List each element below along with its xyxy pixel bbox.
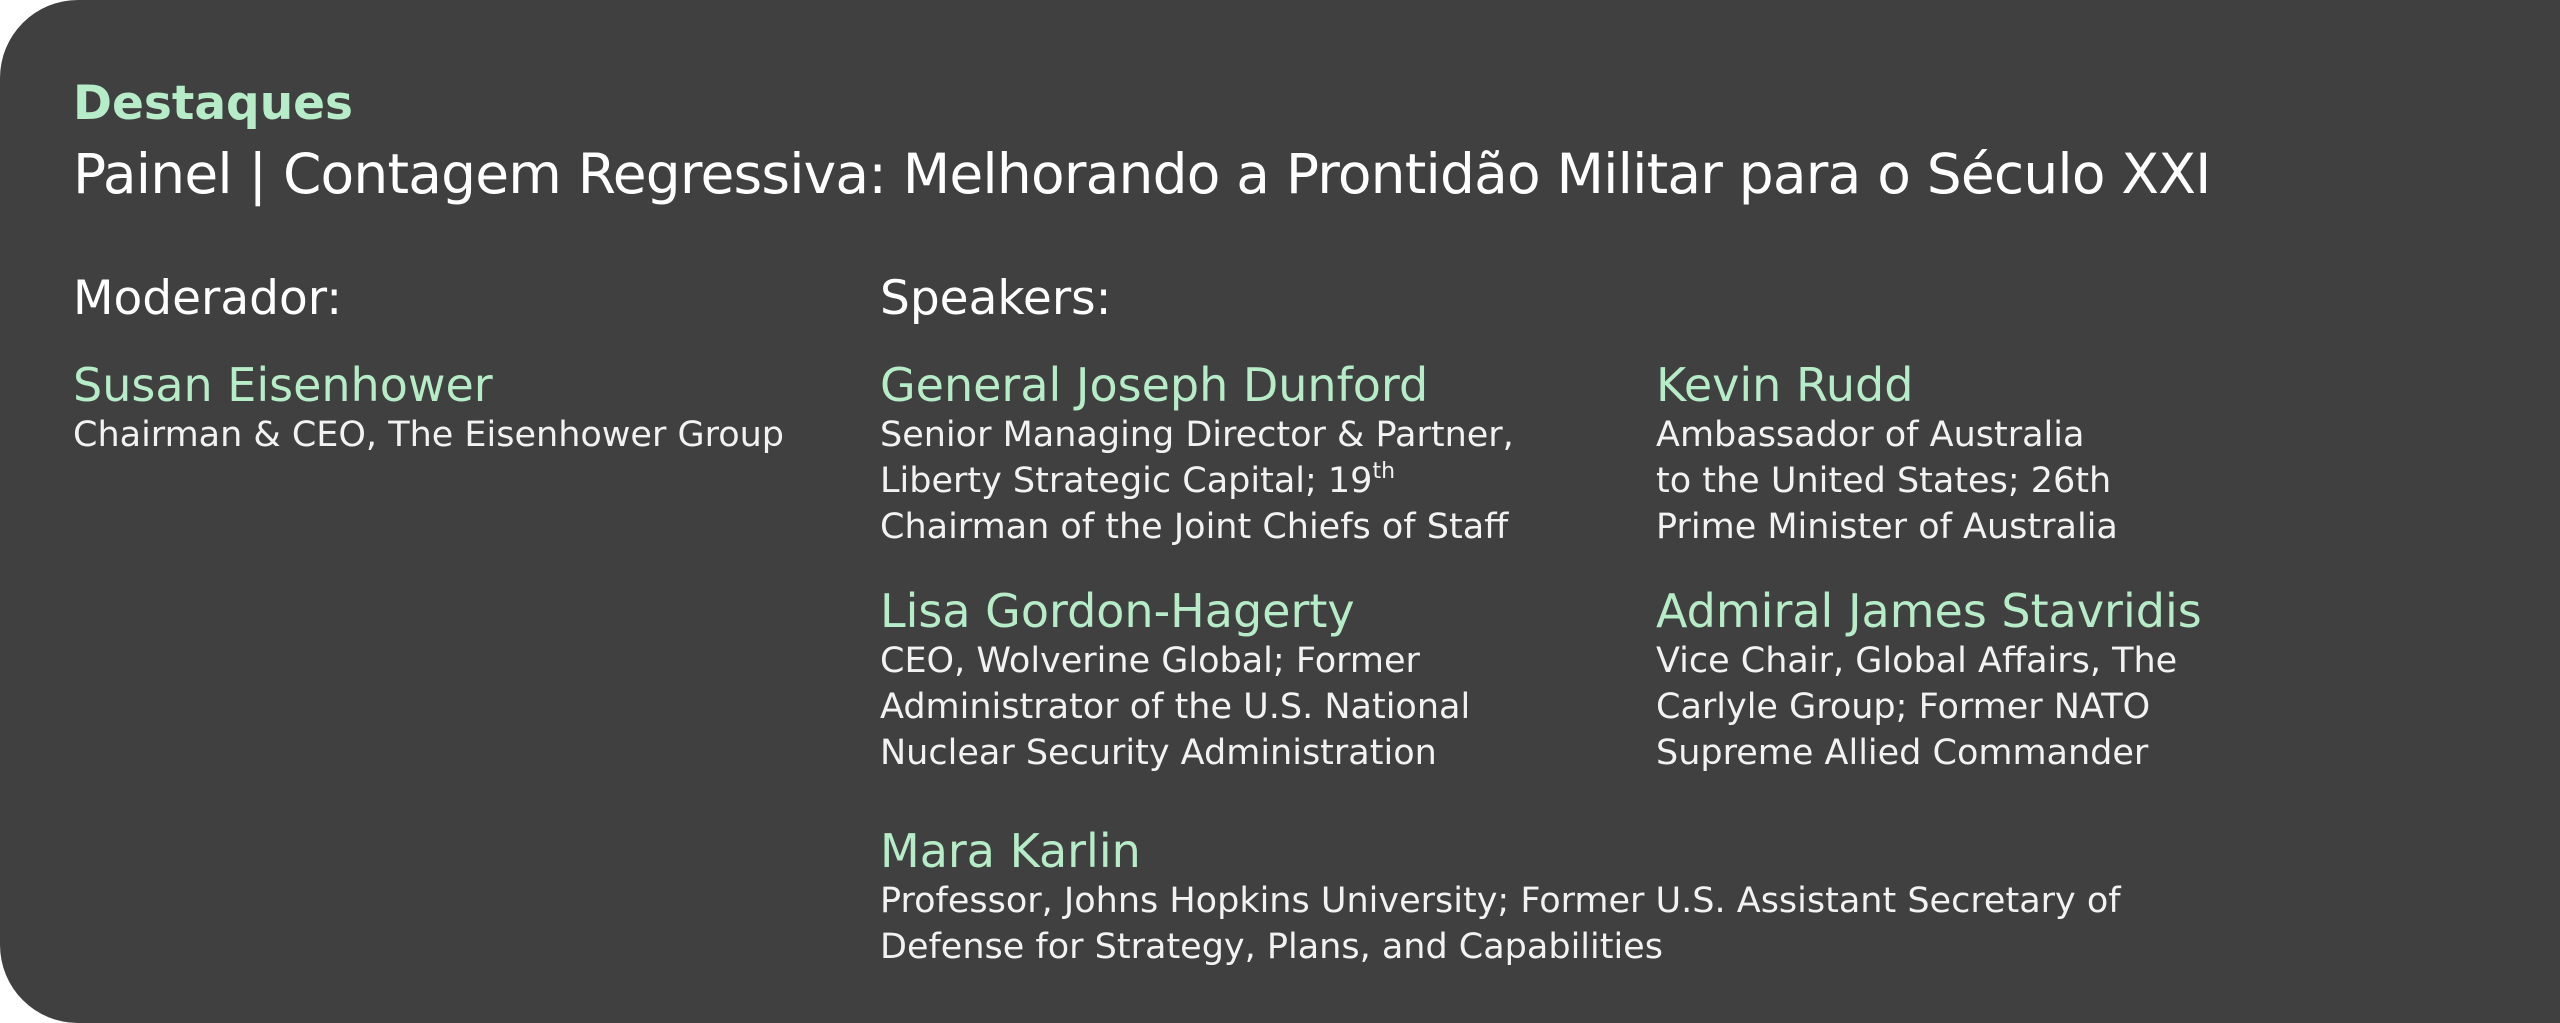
moderator-name: Susan Eisenhower <box>73 358 493 412</box>
speaker-role-line: Vice Chair, Global Affairs, The <box>1656 641 2178 681</box>
speaker-role-line: Professor, Johns Hopkins University; Former U.S. Assistant Secretary of <box>880 881 2121 921</box>
speaker-name: Admiral James Stavridis <box>1656 584 2202 638</box>
speaker-role-line: Chairman of the Joint Chiefs of Staff <box>880 507 1509 547</box>
speaker-role-line: Nuclear Security Administration <box>880 733 1437 773</box>
speaker-role-line: Carlyle Group; Former NATO <box>1656 687 2151 727</box>
speaker-role-line: CEO, Wolverine Global; Former <box>880 641 1420 681</box>
speaker-role <box>1656 638 2202 776</box>
speaker-name: Lisa Gordon-Hagerty <box>880 584 1355 638</box>
speaker-role-line <box>880 458 1514 504</box>
moderator-label: Moderador: <box>73 271 343 326</box>
speaker-name: Kevin Rudd <box>1656 358 1914 412</box>
speaker-entry-gordon-hagerty <box>880 584 1470 776</box>
speaker-entry-stavridis <box>1656 584 2202 776</box>
speaker-role-line: Prime Minister of Australia <box>1656 507 2118 547</box>
ordinal-suffix: th <box>1372 459 1396 484</box>
speaker-name: General Joseph Dunford <box>880 358 1429 412</box>
speakers-label: Speakers: <box>880 271 1112 326</box>
speaker-role-text: Liberty Strategic Capital; 19 <box>880 461 1373 501</box>
panel-title: Painel | Contagem Regressiva: Melhorando a Prontidão Militar para o Século XXI <box>73 142 2211 206</box>
speaker-entry-dunford <box>880 358 1514 550</box>
speaker-role-line: Supreme Allied Commander <box>1656 733 2149 773</box>
speaker-role-line: to the United States; 26th <box>1656 461 2112 501</box>
speaker-role-line: Administrator of the U.S. National <box>880 687 1471 727</box>
speaker-entry-rudd <box>1656 358 2118 550</box>
speaker-role <box>880 412 1514 550</box>
speaker-name: Mara Karlin <box>880 824 1141 878</box>
moderator-role-line: Chairman & CEO, The Eisenhower Group <box>73 415 785 455</box>
speaker-entry-karlin <box>880 824 2121 970</box>
speaker-role <box>880 878 2121 970</box>
speaker-role <box>1656 412 2118 550</box>
section-eyebrow: Destaques <box>73 76 354 131</box>
speaker-role <box>880 638 1470 776</box>
speaker-role-line: Senior Managing Director & Partner, <box>880 415 1514 455</box>
speaker-role-line: Ambassador of Australia <box>1656 415 2085 455</box>
speaker-role-line: Defense for Strategy, Plans, and Capabilities <box>880 927 1663 967</box>
moderator-entry <box>73 358 784 458</box>
moderator-role <box>73 412 784 458</box>
